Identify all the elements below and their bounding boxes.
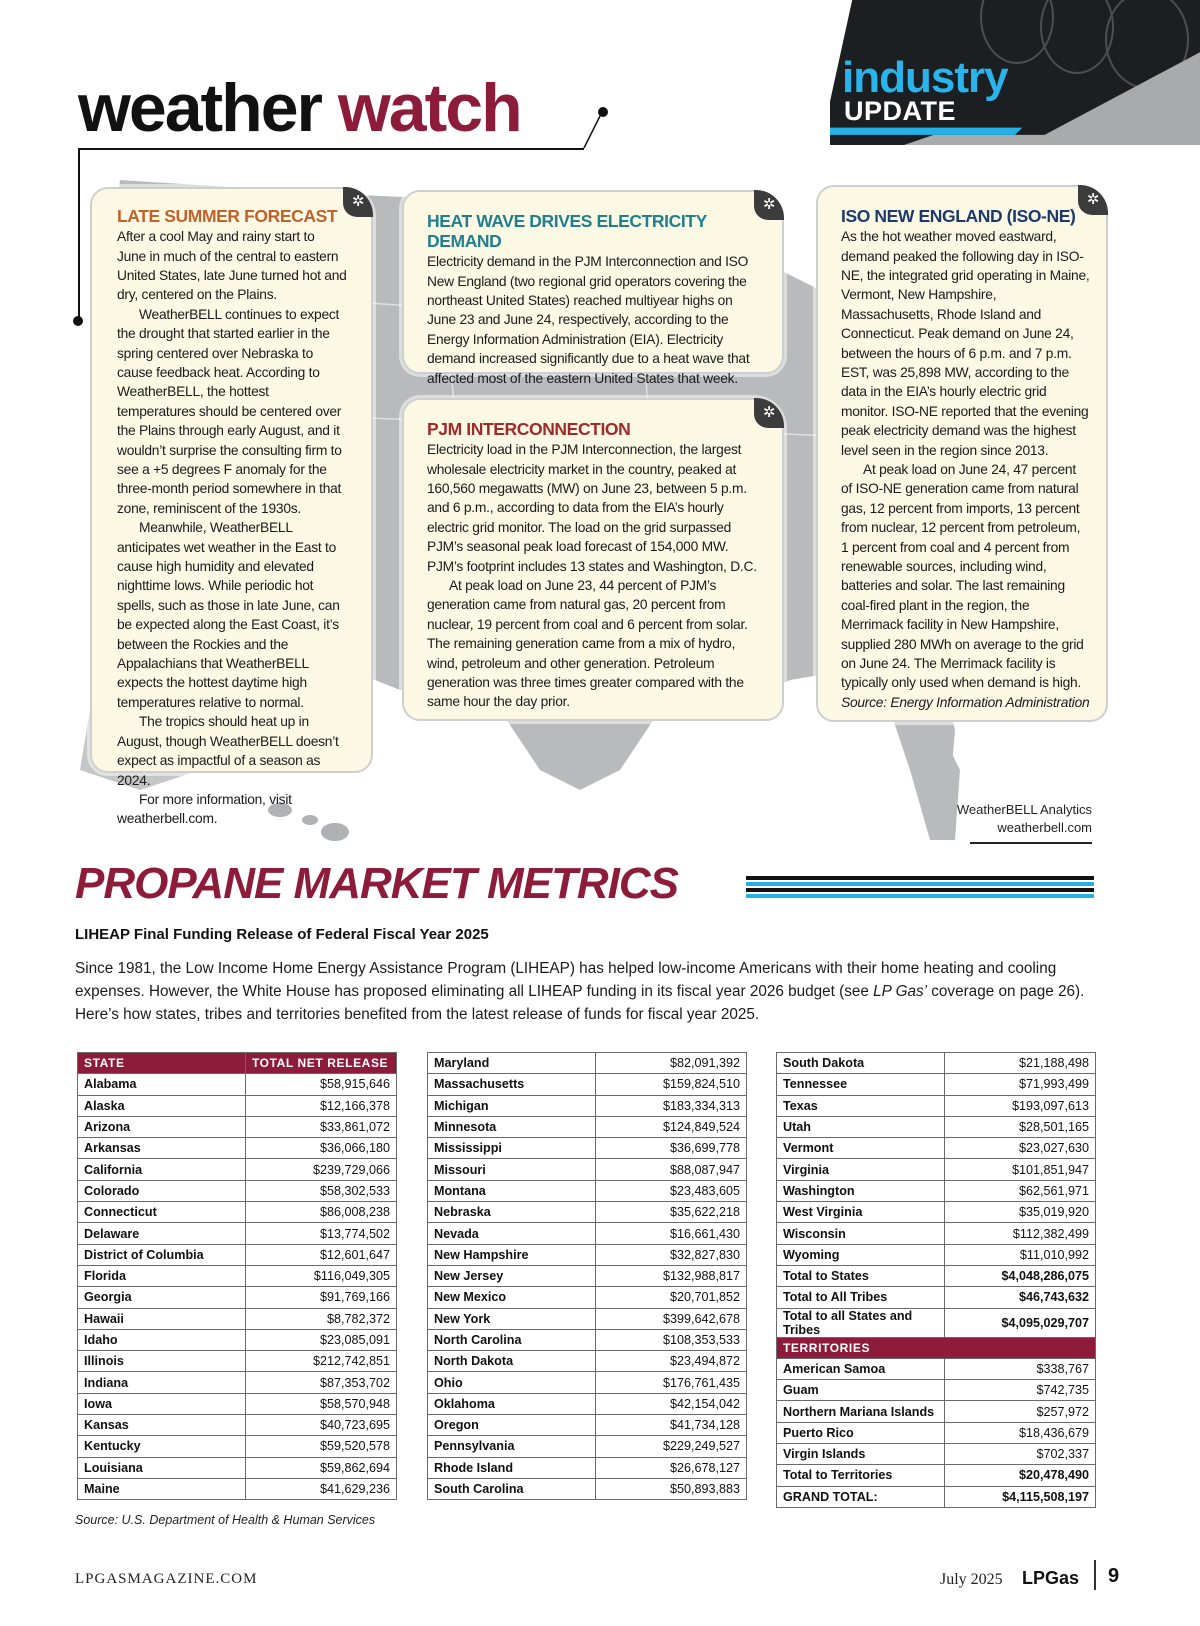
table-row: [777, 1074, 1096, 1095]
table-row: [777, 1053, 1096, 1074]
row-label: New Mexico: [428, 1287, 596, 1308]
row-value: $58,915,646: [245, 1074, 396, 1095]
row-label: Virginia: [777, 1159, 945, 1180]
row-value: $4,095,029,707: [944, 1308, 1095, 1337]
table-row: [428, 1393, 747, 1414]
row-label: Maryland: [428, 1053, 596, 1074]
callout-paragraph: Electricity load in the PJM Interconnection, the largest wholesale electricity market in the country, peaked at 160,560 megawatts (MW) on June 23, between 5 p.m. and 6 p.m., according to data from the EIA’s hourly electric grid monitor. The load on the grid surpassed PJM’s seasonal peak load forecast of 154,000 MW. PJM’s footprint includes 13 states and Washington, D.C.: [427, 442, 757, 574]
row-value: $20,478,490: [944, 1465, 1095, 1486]
row-label: South Carolina: [428, 1478, 596, 1499]
table-row: [777, 1380, 1096, 1401]
metrics-subtitle: LIHEAP Final Funding Release of Federal Fiscal Year 2025: [75, 926, 489, 943]
callout-paragraph: Meanwhile, WeatherBELL anticipates wet weather in the East to cause high humidity and elevated nighttime lows. While periodic hot spells, such as those in late June, can be expected along the East Coast, it’s between the Rockies and the Appalachians that WeatherBELL expects the hottest daytime high temperatures relative to normal.: [117, 520, 340, 710]
table-row: [78, 1265, 397, 1286]
table-row: [78, 1180, 397, 1201]
row-value: $23,483,605: [595, 1180, 746, 1201]
table-row: [777, 1202, 1096, 1223]
callout-title: PJM INTERCONNECTION: [427, 419, 631, 439]
callout-paragraph: The tropics should heat up in August, though WeatherBELL doesn’t expect as impactful of a season as 2024.: [117, 714, 339, 788]
map-credit: [957, 801, 1092, 837]
row-label: Oregon: [428, 1415, 596, 1436]
funding-table-1: [77, 1052, 397, 1500]
row-value: $132,988,817: [595, 1265, 746, 1286]
row-label: Alabama: [78, 1074, 246, 1095]
page-number: 9: [1108, 1565, 1120, 1587]
title-word-weather: weather: [78, 70, 321, 146]
row-label: Mississippi: [428, 1138, 596, 1159]
table-row: [428, 1095, 747, 1116]
row-value: $71,993,499: [944, 1074, 1095, 1095]
table-row: [78, 1202, 397, 1223]
table-row: [428, 1053, 747, 1074]
row-label: Utah: [777, 1116, 945, 1137]
row-value: $12,601,647: [245, 1244, 396, 1265]
row-label: California: [78, 1159, 246, 1180]
row-label: Total to Territories: [777, 1465, 945, 1486]
table-row: [428, 1478, 747, 1499]
footer-brand-logo: LPGas: [1022, 1568, 1080, 1588]
row-label: North Carolina: [428, 1329, 596, 1350]
gear-icon: ✲: [1078, 185, 1108, 215]
callout-title: ISO NEW ENGLAND (ISO-NE): [841, 206, 1076, 226]
table-row: [78, 1116, 397, 1137]
row-label: Georgia: [78, 1287, 246, 1308]
row-label: New York: [428, 1308, 596, 1329]
row-label: Northern Mariana Islands: [777, 1401, 945, 1422]
row-label: Kansas: [78, 1415, 246, 1436]
row-value: $50,893,883: [595, 1478, 746, 1499]
row-label: Kentucky: [78, 1436, 246, 1457]
table-row: [428, 1180, 747, 1201]
table-row: [428, 1202, 747, 1223]
table-row: [78, 1244, 397, 1265]
footer-divider: [1094, 1560, 1096, 1590]
table-row: [78, 1372, 397, 1393]
row-value: $40,723,695: [245, 1415, 396, 1436]
badge-industry-text: industry: [842, 53, 1008, 102]
table-row: [777, 1401, 1096, 1422]
table-row: [78, 1308, 397, 1329]
row-value: $58,570,948: [245, 1393, 396, 1414]
row-label: Pennsylvania: [428, 1436, 596, 1457]
row-value: $59,520,578: [245, 1436, 396, 1457]
section-title: [78, 70, 521, 146]
metrics-title: PROPANE MARKET METRICS: [75, 859, 678, 908]
callout-iso-new-england: [816, 185, 1108, 722]
row-label: Virgin Islands: [777, 1444, 945, 1465]
callout-late-summer-forecast: [90, 187, 373, 827]
row-label: Louisiana: [78, 1457, 246, 1478]
footer-date: July 2025: [940, 1571, 1003, 1588]
row-label: Wyoming: [777, 1244, 945, 1265]
row-label: South Dakota: [777, 1053, 945, 1074]
table-row: [777, 1265, 1096, 1286]
table-row: [428, 1457, 747, 1478]
row-label: Nebraska: [428, 1202, 596, 1223]
territories-header: [777, 1337, 1096, 1358]
column-header-state: STATE: [78, 1053, 246, 1074]
table-row: [78, 1393, 397, 1414]
row-value: $212,742,851: [245, 1351, 396, 1372]
row-label: Delaware: [78, 1223, 246, 1244]
row-value: $183,334,313: [595, 1095, 746, 1116]
row-label: Total to All Tribes: [777, 1287, 945, 1308]
row-value: $101,851,947: [944, 1159, 1095, 1180]
row-value: $159,824,510: [595, 1074, 746, 1095]
table-row: [777, 1180, 1096, 1201]
table-row: [78, 1074, 397, 1095]
callout-heat-wave: [402, 190, 784, 386]
row-label: Oklahoma: [428, 1393, 596, 1414]
table-row: [428, 1372, 747, 1393]
row-label: Guam: [777, 1380, 945, 1401]
row-label: Illinois: [78, 1351, 246, 1372]
table-row: [78, 1287, 397, 1308]
metrics-intro: [75, 957, 1115, 1026]
funding-table-3: [776, 1052, 1096, 1508]
row-label: Total to States: [777, 1265, 945, 1286]
row-value: $20,701,852: [595, 1287, 746, 1308]
row-value: $8,782,372: [245, 1308, 396, 1329]
row-label: Ohio: [428, 1372, 596, 1393]
table-row: [428, 1287, 747, 1308]
row-value: $399,642,678: [595, 1308, 746, 1329]
row-label: Puerto Rico: [777, 1422, 945, 1443]
row-value: $59,862,694: [245, 1457, 396, 1478]
callout-paragraph: At peak load on June 23, 44 percent of PJM’s generation came from natural gas, 20 percent from nuclear, 19 percent from coal and 6 percent from solar. The remaining generation came from a mix of hydro, wind, petroleum and other generation. Petroleum generation was three times greater compared with the same hour the day prior.: [427, 577, 748, 710]
row-label: Maine: [78, 1478, 246, 1499]
callout-paragraph: At peak load on June 24, 47 percent of ISO-NE generation came from natural gas, 12 percent from imports, 13 percent from nuclear, 12 percent from petroleum, 1 percent from coal and 4 percent from renewable sources, including wind, batteries and solar. The last remaining coal-fired plant in the region, the Merrimack facility in New Hampshire, supplied 280 MWh on average to the grid on June 24. The Merrimack facility is typically only used when demand is high.: [841, 462, 1084, 691]
footer-site[interactable]: LPGASMAGAZINE.COM: [75, 1571, 258, 1587]
table-row: [777, 1486, 1096, 1507]
table-row: [777, 1116, 1096, 1137]
row-value: $124,849,524: [595, 1116, 746, 1137]
row-value: $41,629,236: [245, 1478, 396, 1499]
table-row: [428, 1415, 747, 1436]
callout-title: HEAT WAVE DRIVES ELECTRICITY DEMAND: [427, 211, 707, 252]
row-value: $42,154,042: [595, 1393, 746, 1414]
table-row: [428, 1074, 747, 1095]
callout-paragraph: Electricity demand in the PJM Interconnection and ISO New England (two regional grid operators covering the northeast United States) reached multiyear highs on June 23 and June 24, respectively, according to the Energy Information Administration (EIA). Electricity demand increased significantly due to a heat wave that affected most of the eastern United States that week.: [427, 254, 750, 386]
callout-pjm-interconnection: [402, 398, 784, 721]
row-value: $88,087,947: [595, 1159, 746, 1180]
row-label: New Hampshire: [428, 1244, 596, 1265]
table-row: [777, 1159, 1096, 1180]
table-row: [777, 1223, 1096, 1244]
row-value: $112,382,499: [944, 1223, 1095, 1244]
table-row: [428, 1351, 747, 1372]
row-label: Missouri: [428, 1159, 596, 1180]
callout-paragraph: After a cool May and rainy start to June in much of the central to eastern United States, late June turned hot and dry, centered on the Plains.: [117, 229, 347, 303]
table-row: [777, 1244, 1096, 1265]
table-row: [428, 1265, 747, 1286]
row-value: $91,769,166: [245, 1287, 396, 1308]
callout-paragraph: As the hot weather moved eastward, demand peaked the following day in ISO-NE, the integrated grid operating in Maine, Vermont, New Hampshire, Massachusetts, Rhode Island and Connecticut. Peak demand on June 24, between the hours of 6 p.m. and 7 p.m. EST, was 25,898 MW, according to the data in the EIA’s hourly electric grid monitor. ISO-NE reported that the evening peak electricity demand was the highest level seen in the region since 2013.: [841, 229, 1090, 458]
row-value: $257,972: [944, 1401, 1095, 1422]
intro-text: Since 1981, the Low Income Home Energy Assistance Program (LIHEAP) has helped low-income Americans with their home heating and cooling expenses. However, the White House has proposed eliminating all LIHEAP funding in its fiscal year 2026 budget (see: [75, 960, 1057, 1000]
row-value: $35,622,218: [595, 1202, 746, 1223]
row-label: Connecticut: [78, 1202, 246, 1223]
table-row: [78, 1223, 397, 1244]
table-row: [78, 1478, 397, 1499]
row-label: Rhode Island: [428, 1457, 596, 1478]
row-value: $23,494,872: [595, 1351, 746, 1372]
row-value: $23,085,091: [245, 1329, 396, 1350]
row-value: $16,661,430: [595, 1223, 746, 1244]
row-label: Tennessee: [777, 1074, 945, 1095]
row-value: $18,436,679: [944, 1422, 1095, 1443]
table-row: [777, 1287, 1096, 1308]
title-dot: [598, 107, 608, 117]
row-value: $338,767: [944, 1358, 1095, 1379]
row-label: Hawaii: [78, 1308, 246, 1329]
table-row: [777, 1422, 1096, 1443]
table-row: [428, 1244, 747, 1265]
row-label: Alaska: [78, 1095, 246, 1116]
table-row: [777, 1095, 1096, 1116]
row-value: $87,353,702: [245, 1372, 396, 1393]
row-value: $193,097,613: [944, 1095, 1095, 1116]
gear-icon: ✲: [754, 398, 784, 428]
table-row: [78, 1436, 397, 1457]
row-label: Total to all States and Tribes: [777, 1308, 945, 1337]
row-value: $46,743,632: [944, 1287, 1095, 1308]
table-row: [428, 1223, 747, 1244]
credit-rule: [970, 842, 1092, 844]
row-label: Washington: [777, 1180, 945, 1201]
row-value: $36,066,180: [245, 1138, 396, 1159]
row-value: $23,027,630: [944, 1138, 1095, 1159]
row-value: $28,501,165: [944, 1116, 1095, 1137]
table-row: [78, 1095, 397, 1116]
row-label: Arizona: [78, 1116, 246, 1137]
territories-label: TERRITORIES: [777, 1337, 1096, 1358]
callout-title: LATE SUMMER FORECAST: [117, 206, 338, 226]
row-label: Florida: [78, 1265, 246, 1286]
column-header-release: TOTAL NET RELEASE: [245, 1053, 396, 1074]
row-label: Vermont: [777, 1138, 945, 1159]
table-row: [777, 1465, 1096, 1486]
row-value: $86,008,238: [245, 1202, 396, 1223]
row-value: $13,774,502: [245, 1223, 396, 1244]
table-row: [78, 1329, 397, 1350]
row-value: $41,734,128: [595, 1415, 746, 1436]
table-row: [428, 1436, 747, 1457]
row-value: $4,115,508,197: [944, 1486, 1095, 1507]
table-row: [777, 1358, 1096, 1379]
table-row: [78, 1415, 397, 1436]
row-label: Texas: [777, 1095, 945, 1116]
row-label: Wisconsin: [777, 1223, 945, 1244]
table-row: [78, 1351, 397, 1372]
row-value: $82,091,392: [595, 1053, 746, 1074]
row-value: $33,861,072: [245, 1116, 396, 1137]
table-header: [78, 1053, 397, 1074]
table-row: [777, 1308, 1096, 1337]
table-row: [428, 1116, 747, 1137]
table-row: [777, 1138, 1096, 1159]
row-label: Michigan: [428, 1095, 596, 1116]
row-label: GRAND TOTAL:: [777, 1486, 945, 1507]
row-label: Massachusetts: [428, 1074, 596, 1095]
row-label: Iowa: [78, 1393, 246, 1414]
funding-table-2: [427, 1052, 747, 1500]
table-row: [428, 1329, 747, 1350]
row-label: District of Columbia: [78, 1244, 246, 1265]
intro-text: coverage on page 26). Here’s how states, tribes and territories benefited from the latest release of funds for fiscal year 2025.: [75, 983, 1085, 1023]
row-value: $26,678,127: [595, 1457, 746, 1478]
table-row: [78, 1457, 397, 1478]
row-label: Minnesota: [428, 1116, 596, 1137]
gear-icon: ✲: [754, 190, 784, 220]
row-label: West Virginia: [777, 1202, 945, 1223]
row-label: Montana: [428, 1180, 596, 1201]
metrics-source: Source: U.S. Department of Health & Human Services: [75, 1513, 376, 1527]
callout-paragraph: WeatherBELL continues to expect the drought that started earlier in the spring centered over Nebraska to cause feedback heat. According to WeatherBELL, the hottest temperatures should be centered over the Plains through early August, and it wouldn’t surprise the consulting firm to see a +5 degrees F anomaly for the three-month period somewhere in that zone, reminiscent of the 1930s.: [117, 306, 342, 516]
badge-update-text: UPDATE: [844, 96, 957, 126]
row-value: $12,166,378: [245, 1095, 396, 1116]
intro-italic: LP Gas’: [873, 983, 928, 1000]
row-value: $702,337: [944, 1444, 1095, 1465]
callout-source: Source: Energy Information Administration: [841, 694, 1090, 710]
table-row: [428, 1308, 747, 1329]
table-row: [78, 1159, 397, 1180]
metrics-title-stripes: [746, 876, 1094, 906]
row-label: Idaho: [78, 1329, 246, 1350]
row-label: Arkansas: [78, 1138, 246, 1159]
row-label: New Jersey: [428, 1265, 596, 1286]
table-row: [428, 1138, 747, 1159]
row-value: $116,049,305: [245, 1265, 396, 1286]
row-value: $229,249,527: [595, 1436, 746, 1457]
row-label: North Dakota: [428, 1351, 596, 1372]
row-value: $36,699,778: [595, 1138, 746, 1159]
credit-name: WeatherBELL Analytics: [956, 802, 1092, 817]
table-row: [78, 1138, 397, 1159]
row-label: Indiana: [78, 1372, 246, 1393]
title-word-watch: watch: [337, 70, 521, 146]
row-value: $108,353,533: [595, 1329, 746, 1350]
row-value: $21,188,498: [944, 1053, 1095, 1074]
credit-url[interactable]: weatherbell.com: [997, 820, 1092, 835]
row-value: $4,048,286,075: [944, 1265, 1095, 1286]
table-row: [777, 1444, 1096, 1465]
row-label: American Samoa: [777, 1358, 945, 1379]
callout-paragraph: For more information, visit weatherbell.com.: [117, 791, 292, 827]
row-value: $62,561,971: [944, 1180, 1095, 1201]
row-value: $742,735: [944, 1380, 1095, 1401]
row-value: $35,019,920: [944, 1202, 1095, 1223]
table-row: [428, 1159, 747, 1180]
row-label: Colorado: [78, 1180, 246, 1201]
row-value: $239,729,066: [245, 1159, 396, 1180]
gear-icon: ✲: [343, 187, 373, 217]
row-value: $32,827,830: [595, 1244, 746, 1265]
row-value: $176,761,435: [595, 1372, 746, 1393]
row-label: Nevada: [428, 1223, 596, 1244]
row-value: $11,010,992: [944, 1244, 1095, 1265]
row-value: $58,302,533: [245, 1180, 396, 1201]
